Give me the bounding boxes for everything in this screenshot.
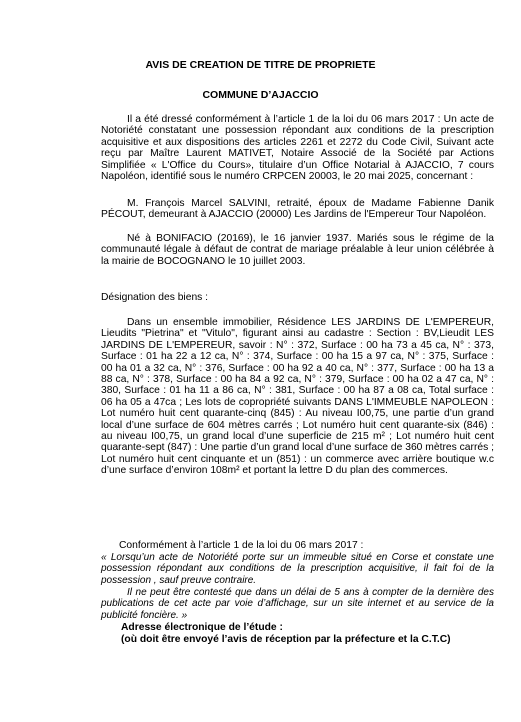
paragraph-acte: Il a été dressé conformément à l’article 1 de la loi du 06 mars 2017 : Un acte de Notoriété constatant une possession répondant aux conditions de la prescription acquisitive et aux dispositions des articles 2261 et 2272 du Code Civil, Suivant acte reçu par Maître Laurent MATIVET, Notaire Associé de la Société par Actions Simplifiée « L'Office du Cours», titulaire d’un Office Notarial à AJACCIO, 7 cours Napoléon, identifié sous le numéro CRPCEN 20003, le 20 mai 2025, concernant : — [101, 114, 494, 183]
email-note: (où doit être envoyé l’avis de réception par la préfecture et la C.T.C) — [121, 634, 451, 645]
quote-notoriete: « Lorsqu’un acte de Notoriété porte sur un immeuble situé en Corse et constate une possession répondant aux conditions de la prescription acquisitive, il fait foi de la possession , sauf preuve contraire. — [101, 552, 494, 586]
paragraph-proprietaire: M. François Marcel SALVINI, retraité, époux de Madame Fabienne Danik PÉCOUT, demeurant à AJACCIO (20000) Les Jardins de l'Empereur Tour Napoléon. — [101, 198, 494, 221]
email-heading: Adresse électronique de l’étude : — [121, 622, 283, 633]
document-title: AVIS DE CREATION DE TITRE DE PROPRIETE — [145, 59, 376, 71]
paragraph-designation-heading: Désignation des biens : — [101, 292, 209, 303]
paragraph-conformement: Conformément à l’article 1 de la loi du 06 mars 2017 : — [119, 540, 364, 551]
paragraph-naissance: Né à BONIFACIO (20169), le 16 janvier 1937. Mariés sous le régime de la communauté légale à défaut de contrat de mariage préalable à leur union célébrée à la mairie de BOCOGNANO le 10 juillet 2003. — [101, 233, 494, 267]
paragraph-designation-biens: Dans un ensemble immobilier, Résidence LES JARDINS DE L'EMPEREUR, Lieudits "Pietrina" et "Vitulo", figurant ainsi au cadastre : Section : BV,Lieudit LES JARDINS DE L'EMPEREUR, savoir : N° : 372, Surface : 00 ha 73 a 45 ca, N° : 373, Surface : 01 ha 22 a 12 ca, N° : 374, Surface : 00 ha 15 a 97 ca, N° : 375, Surface : 00 ha 01 a 32 ca, N° : 376, Surface : 00 ha 92 a 40 ca, N° : 377, Surface : 00 ha 13 a 88 ca, N° : 378, Surface : 00 ha 84 a 92 ca, N° : 379, Surface : 00 ha 02 a 47 ca, N° : 380, Surface : 01 ha 11 a 86 ca, N° : 381, Surface : 00 ha 87 a 08 ca, Total surface : 06 ha 05 a 47ca ; Les lots de copropriété suivants DANS L'IMMEUBLE NAPOLEON : Lot numéro huit cent quarante-cinq (845) : Au niveau I00,75, une partie d’un grand local d’une surface de 604 mètres carrés ; Lot numéro huit cent quarante-six (846) : au niveau I00,75, un grand local d’une superficie de 215 m² ; Lot numéro huit cent quarante-sept (847) : Une partie d’un grand local d’une surface de 360 mètres carrés ; Lot numéro huit cent cinquante et un (851) : un commerce avec arrière boutique w.c d’une surface d’environ 108m² et portant la lettre D du plan des commerces. — [101, 317, 494, 477]
commune-heading: COMMUNE D’AJACCIO — [202, 89, 319, 101]
quote-contestation: Il ne peut être contesté que dans un délai de 5 ans à compter de la dernière des publications de cet acte par voie d’affichage, sur un site internet et au service de la publicité foncière. » — [101, 587, 494, 621]
